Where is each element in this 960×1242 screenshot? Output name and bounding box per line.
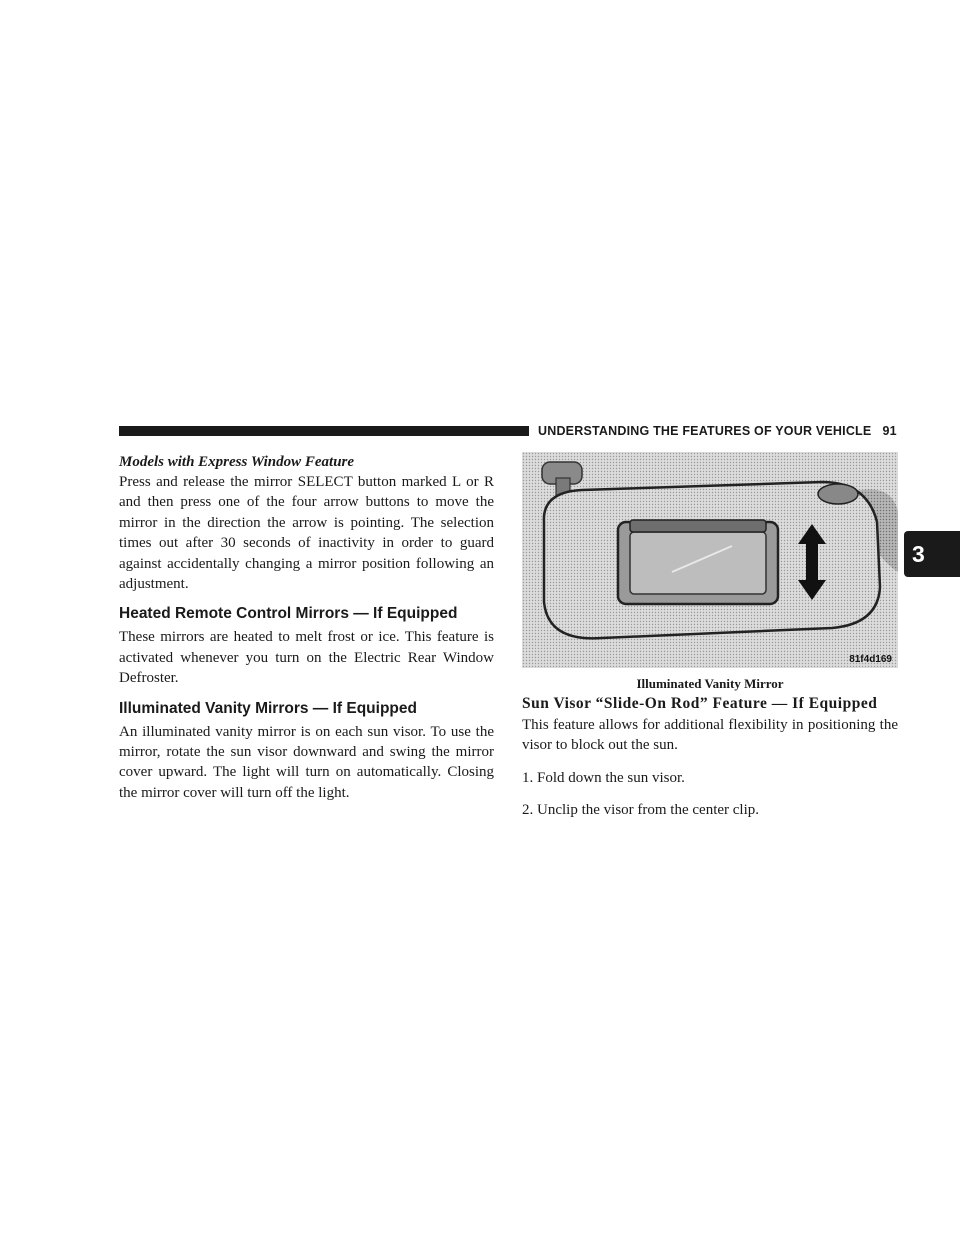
left-column [119,452,494,803]
mirror-cover [630,520,766,532]
section-title: UNDERSTANDING THE FEATURES OF YOUR VEHICLE [538,424,872,438]
sun-visor-paragraph: This feature allows for additional flexibility in positioning the visor to block out the sun. [522,717,898,754]
step-2: 2. Unclip the visor from the center clip. [522,802,760,819]
mirror-glass [630,532,766,594]
visor-clip [818,484,858,504]
vanity-mirror-illustration [522,452,898,668]
heated-mirrors-paragraph: These mirrors are heated to melt frost or ice. This feature is activated whenever you turn on the Electric Rear Window Defroster. [119,629,494,687]
running-header [538,421,898,441]
figure-caption: Illuminated Vanity Mirror [636,676,784,691]
heated-mirrors-heading: Heated Remote Control Mirrors — If Equipped [119,605,458,623]
right-column [522,694,898,821]
figure-code: 81f4d169 [849,654,892,665]
vanity-mirrors-heading: Illuminated Vanity Mirrors — If Equipped [119,699,417,717]
page-number: 91 [882,424,897,438]
express-window-subheading: Models with Express Window Feature [119,454,355,470]
header-rule [119,426,529,436]
sun-visor-heading: Sun Visor “Slide-On Rod” Feature — If Equipped [522,695,878,712]
chapter-tab[interactable]: 3 [904,531,960,577]
step-1: 1. Fold down the sun visor. [522,769,685,786]
vanity-mirrors-paragraph: An illuminated vanity mirror is on each sun visor. To use the mirror, rotate the sun visor downward and swing the mirror cover upward. The light will turn on automatically. Closing the mirror cover will turn off the light. [119,723,494,801]
express-window-paragraph: Press and release the mirror SELECT button marked L or R and then press one of the four arrow buttons to move the mirror in the direction the arrow is pointing. The selection times out after 30 seconds of inactivity in order to guard against accidentally changing a mirror position following an adjustment. [119,474,494,593]
